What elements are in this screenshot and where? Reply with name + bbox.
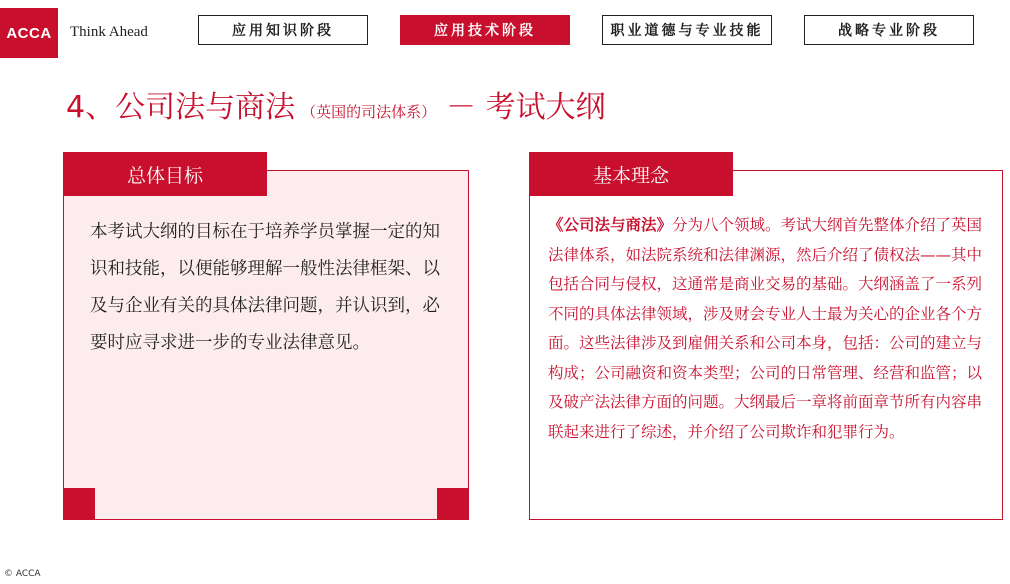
tab-ethics-professional-skills[interactable]: 职业道德与专业技能	[602, 15, 772, 45]
title-tail: － 考试大纲	[446, 90, 606, 125]
overall-objective-header: 总体目标	[63, 152, 267, 196]
title-main: 4、公司法与商法	[66, 90, 296, 125]
corner-decoration-bottom-right	[437, 488, 469, 520]
copyright-notice: © ACCA	[4, 569, 41, 579]
basic-concept-body: 分为八个领域。考试大纲首先整体介绍了英国法律体系，如法院系统和法律渊源，然后介绍了债权法——其中包括合同与侵权，这通常是商业交易的基础。大纲涵盖了一系列不同的具体法律领域，涉及财会专业人士最为关心的企业各个方面。这些法律涉及到雇佣关系和公司本身，包括：公司的建立与构成；公司融资和资本类型；公司的日常管理、经营和监管；以及破产法法律方面的问题。大纲最后一章将前面章节所有内容串联起来进行了综述，并介绍了公司欺诈和犯罪行为。	[548, 216, 983, 441]
basic-concept-text	[548, 211, 993, 447]
acca-logo	[0, 8, 58, 58]
brand-tagline: Think Ahead	[70, 24, 148, 40]
overall-objective-text: 本考试大纲的目标在于培养学员掌握一定的知识和技能，以便能够理解一般性法律框架、以及与企业有关的具体法律问题，并认识到，必要时应寻求进一步的专业法律意见。	[90, 222, 440, 353]
title-parenthetical: （英国的司法体系）	[301, 103, 437, 121]
page-title	[66, 82, 606, 132]
logo-text: ACCA	[6, 24, 52, 42]
tab-applied-knowledge[interactable]: 应用知识阶段	[198, 15, 368, 45]
book-title: 《公司法与商法》	[548, 216, 673, 234]
tab-strategic-professional[interactable]: 战略专业阶段	[804, 15, 974, 45]
tab-applied-skills[interactable]: 应用技术阶段	[400, 15, 570, 45]
basic-concept-header: 基本理念	[529, 152, 733, 196]
corner-decoration-bottom-left	[63, 488, 95, 520]
